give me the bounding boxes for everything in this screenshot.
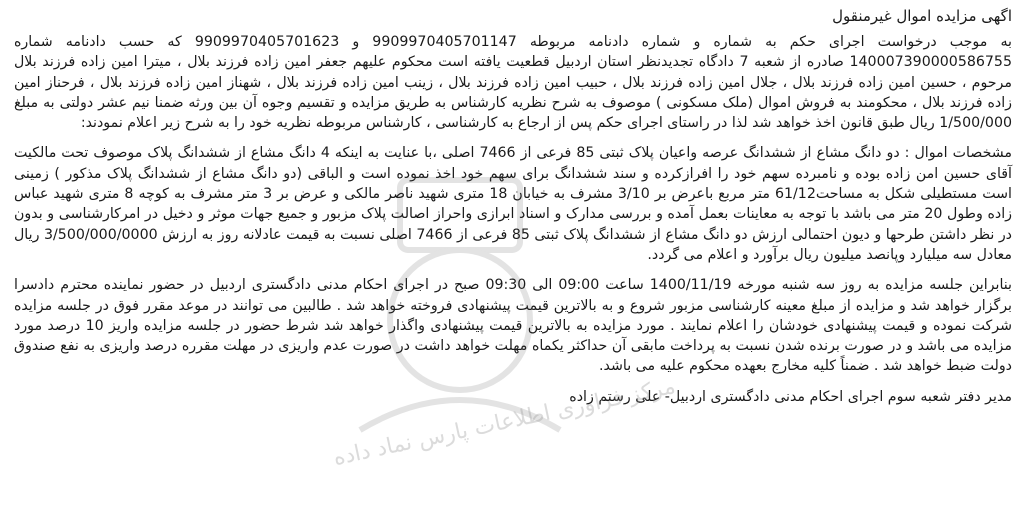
notice-title: اگهی مزایده اموال غیرمنقول (832, 7, 1012, 25)
watermark-text: مرکز فراوری اطلاعات پارس نماد داده (331, 374, 678, 471)
notice-paragraph-property-details: مشخصات اموال : دو دانگ مشاع از ششدانگ عرصه واعیان پلاک ثبتی 85 فرعی از 7466 اصلی ،با عنایت به اینکه 4 دانگ مشاع از ششدانگ پلاک موصوف تحت مالکیت آقای حسین امن زاده بوده و نامبرده سهم خود را افرازکرده و سند ششدانگ برای سهم خود اخذ نموده است و الباقی (دو دانگ مشاع از ششدانگ پلاک مذکور ) زمینی است مستطیلی شکل به مساحت61/12 متر مربع باعرض بر 3/10 مشرف به خیابان 18 متری شهید ناصر مالکی و عرض بر 3 متر مشرف به کوچه 8 متری شهید عباس زاده وطول 20 متر می باشد با توجه به معاینات بعمل آمده و بررسی مدارک و اسناد ابرازی واحراز اصالت پلاک مزبور و جمیع جهات موثر و دخیل در امرکارشناسی و بدون در نظر داشتن طرحها و دیون احتمالی ارزش دو دانگ مشاع از ششدانگ پلاک ثبتی 85 فرعی از 7466 اصلی نسبت به قیمت عادلانه روز به ارزش 3/500/000/0000 ریال معادل سه میلیارد وپانصد میلیون ریال برآورد و اعلام می گردد. (14, 145, 1012, 263)
notice-paragraph-auction-terms: بنابراین جلسه مزایده به روز سه شنبه مورخه 1400/11/19 ساعت 09:00 الی 09:30 صبح در اجرای احکام مدنی دادگستری اردبیل در حضور نماینده محترم دادسرا برگزار خواهد شد و مزایده از مبلغ معینه کارشناسی مزبور شروع و به بالاترین قیمت پیشنهادی فروخته خواهد شد . طالبین می توانند در موعد مقرر فوق در جلسه مزایده شرکت نموده و قیمت پیشنهادی خودشان را اعلام نمایند . مورد مزایده به بالاترین قیمت پیشنهادی واگذار خواهد شد شرط حضور در جلسه مزایده واریز 10 درصد مورد مزایده می باشد و در صورت برنده شدن نسبت به پرداخت مابقی آن حداکثر یکماه مهلت خواهد داشت در صورت عدم واریزی در مهلت مقرره درصد واریزی به نفع صندوق دولت ضبط خواهد شد . ضمناً کلیه مخارج بعهده محکوم علیه می باشد. (14, 277, 1012, 375)
notice-signature: مدیر دفتر شعبه سوم اجرای احکام مدنی دادگستری اردبیل- علی رستم زاده (569, 388, 1012, 405)
notice-paragraph-intro: به موجب درخواست اجرای حکم به شماره و شماره دادنامه مربوطه 9909970405701147 و 9909970405701623 که حسب دادنامه شماره 140007390000586755 صادره از شعبه 7 دادگاه تجدیدنظر استان اردبیل قطعیت یافته است محکوم علیهم جعفر امین زاده فرزند بلال ، میترا امین زاده فرزند بلال مرحوم ، حسین امین زاده فرزند بلال ، جلال امین زاده فرزند بلال ، حبیب امین زاده فرزند بلال ، زینب امین زاده فرزند بلال ، شهناز امین زاده فرزند بلال ، فرحناز امین زاده فرزند بلال ، محکومند به فروش اموال (ملک مسکونی ) موصوف به شرح نظریه کارشناس به طریق مزایده و تقسیم وجوه آن بین ورثه ضمنا نیم عشر دولتی به مبلغ 1/500/000 ریال طبق قانون اخذ خواهد شد لذا در راستای اجرای حکم پس از ارجاع به کارشناسی ، کارشناس مربوطه نظریه خود را به شرح زیر اعلام نمودند: (14, 34, 1012, 132)
